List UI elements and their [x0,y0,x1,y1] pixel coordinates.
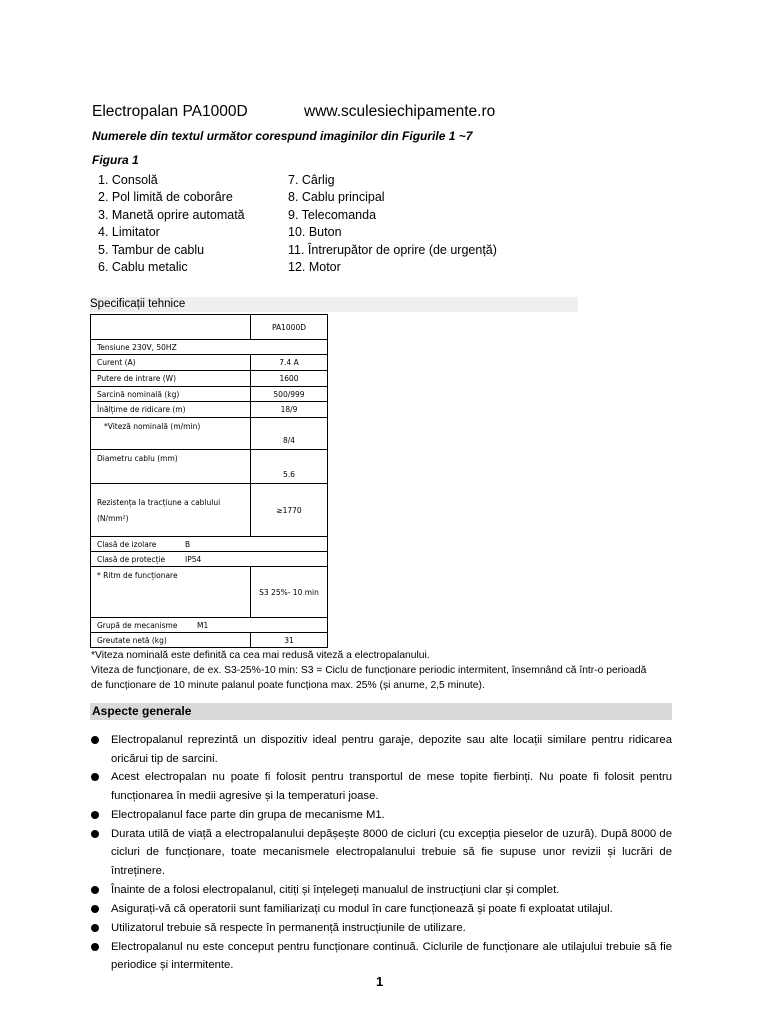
bullet-icon [91,943,99,951]
bullet-text: Înainte de a folosi electropalanul, citiți și înțelegeți manualul de instrucțiuni clar și complet. [111,883,560,896]
general-bullet-list [90,731,672,975]
voltage-cell: Tensiune 230V, 50HZ [91,340,328,355]
document-header [92,103,495,121]
note-line: *Viteza nominală este definită ca cea mai redusă viteză a electropalanului. [91,650,430,661]
spec-combined-cell [91,552,328,567]
list-item [90,825,672,881]
part-item: 3. Manetă oprire automată [98,207,245,222]
general-heading: Aspecte generale [90,703,672,720]
spec-value: 1600 [251,371,328,387]
spec-combined-cell [91,537,328,552]
bullet-icon [91,736,99,744]
table-row [91,537,328,552]
spec-label: Greutate netă (kg) [91,633,251,648]
note-line: de funcționare de 10 minute palanul poate funcționa max. 25% (și anume, 2,5 minute). [91,680,485,691]
part-item: 11. Întrerupător de oprire (de urgență) [288,242,497,257]
page-number: 1 [376,974,384,989]
parts-list-right [288,172,497,276]
table-row [91,402,328,418]
document-subtitle: Numerele din textul următor corespund imaginilor din Figurile 1 ~7 [92,129,473,143]
table-row [91,418,328,450]
parts-list-left [98,172,245,276]
bullet-icon [91,924,99,932]
spec-value: S3 25%- 10 min [251,567,328,618]
table-row [91,567,328,618]
spec-label: Putere de intrare (W) [91,371,251,387]
spec-heading: Specificații tehnice [90,297,578,312]
bullet-icon [91,811,99,819]
bullet-text: Electropalanul face parte din grupa de mecanisme M1. [111,808,385,821]
part-item: 10. Buton [288,225,342,240]
bullet-text: Durata utilă de viață a electropalanului depășește 8000 de cicluri (cu excepția pieselor de uzură). După 8000 de cicluri de funcționare, toate mecanismele electropalanului trebuie să fie supuse unor revizii și lucrări de întreținere. [111,827,672,878]
bullet-icon [91,830,99,838]
model-cell: PA1000D [251,315,328,340]
spec-value: 31 [251,633,328,648]
note-line: Viteza de funcționare, de ex. S3-25%-10 min: S3 = Ciclu de funcționare periodic intermitent, însemnând că într-o perioadă [91,665,647,676]
table-row [91,371,328,387]
website-link[interactable]: www.sculesiechipamente.ro [304,103,496,120]
table-row [91,315,328,340]
spec-label-line: (N/mm²) [97,513,129,523]
spec-label: Clasă de protecție [97,554,166,564]
list-item [90,881,672,900]
spec-value: B [185,539,191,549]
bullet-icon [91,773,99,781]
list-item [90,900,672,919]
spec-label: Grupă de mecanisme [97,620,178,630]
spec-label [91,484,251,537]
spec-value: 7.4 A [251,355,328,371]
spec-label: *Viteză nominală (m/min) [91,418,251,450]
spec-label: * Ritm de funcționare [91,567,251,618]
figure-label: Figura 1 [92,153,139,167]
document-title: Electropalan PA1000D [92,103,248,120]
spec-label: Diametru cablu (mm) [91,450,251,484]
bullet-icon [91,905,99,913]
list-item [90,806,672,825]
spec-notes [91,648,676,693]
table-row [91,552,328,567]
table-row [91,633,328,648]
spec-combined-cell [91,618,328,633]
part-item: 8. Cablu principal [288,190,385,205]
list-item [90,768,672,805]
part-item: 6. Cablu metalic [98,259,188,274]
part-item: 2. Pol limită de coborâre [98,190,233,205]
part-item: 4. Limitator [98,225,160,240]
table-row [91,340,328,355]
spec-value: 18/9 [251,402,328,418]
spec-label-line: Rezistența la tracțiune a cablului [97,497,221,507]
part-item: 7. Cârlig [288,173,335,187]
spec-label: Sarcină nominală (kg) [91,387,251,402]
bullet-text: Electropalanul nu este conceput pentru funcționare continuă. Ciclurile de funcționare ale utilajului trebuie să fie periodice și intermitente. [111,940,672,972]
table-row [91,450,328,484]
bullet-text: Utilizatorul trebuie să respecte în permanență instrucțiunile de utilizare. [111,921,466,934]
bullet-text: Acest electropalan nu poate fi folosit pentru transportul de mese topite fierbinți. Nu poate fi folosit pentru funcționarea în medii agresive și la temperaturi joase. [111,771,672,803]
spec-value: 500/999 [251,387,328,402]
part-item: 9. Telecomanda [288,207,377,222]
spec-table [90,314,328,648]
spec-label: Înălțime de ridicare (m) [91,402,251,418]
table-row [91,387,328,402]
spec-value: IP54 [185,554,202,564]
spec-value: M1 [197,620,209,630]
part-item: 12. Motor [288,259,341,274]
bullet-text: Asigurați-vă că operatorii sunt familiarizați cu modul în care funcționează și poate fi exploatat utilajul. [111,902,613,915]
table-row [91,618,328,633]
bullet-text: Electropalanul reprezintă un dispozitiv ideal pentru garaje, depozite sau alte locații similare pentru ridicarea oricărui tip de sarcini. [111,734,672,765]
spec-value: 8/4 [251,418,328,450]
list-item [90,731,672,768]
spec-value: ≥1770 [251,484,328,537]
part-item: 5. Tambur de cablu [98,242,205,257]
list-item [90,938,672,975]
part-item: 1. Consolă [98,173,158,187]
table-row [91,355,328,371]
spec-label: Curent (A) [91,355,251,371]
list-item [90,919,672,938]
table-row [91,484,328,537]
spec-value: 5.6 [251,450,328,484]
spec-label: Clasă de izolare [97,539,157,549]
table-cell [91,315,251,340]
bullet-icon [91,886,99,894]
